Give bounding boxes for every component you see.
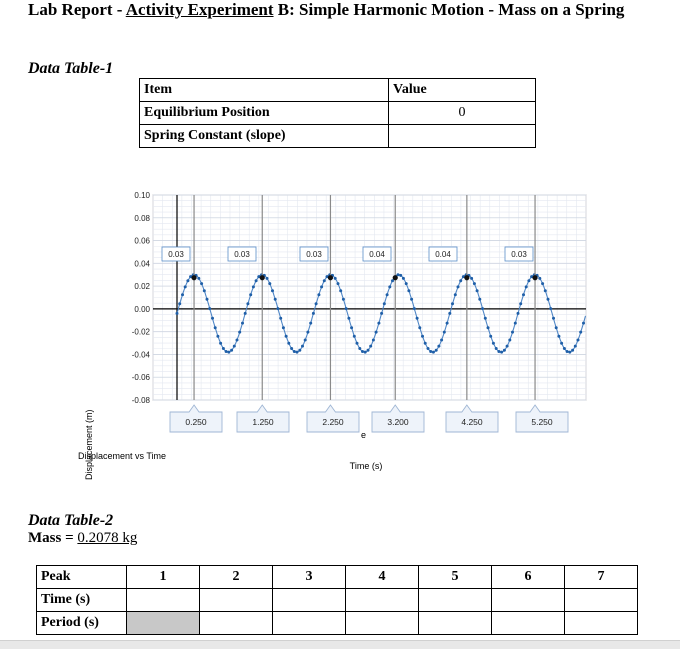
data-point	[266, 277, 269, 280]
data-point	[383, 302, 386, 305]
data-point	[271, 289, 274, 292]
data-point	[246, 302, 249, 305]
data-point	[276, 307, 279, 310]
data-point	[413, 307, 416, 310]
table1-header-item: Item	[140, 79, 389, 102]
y-tick-labels	[132, 191, 151, 405]
peak-marker	[464, 275, 469, 280]
data-point	[287, 342, 290, 345]
data-point	[519, 302, 522, 305]
data-point	[448, 312, 451, 315]
data-point	[225, 350, 228, 353]
y-tick-label: 0.04	[134, 259, 150, 269]
data-point	[421, 335, 424, 338]
data-point	[238, 331, 241, 334]
data-point	[489, 335, 492, 338]
table2-cell[interactable]	[419, 612, 492, 635]
data-point	[369, 345, 372, 348]
table2-cell-shaded	[127, 612, 200, 635]
data-point	[293, 350, 296, 353]
peak-label: 0.03	[168, 250, 184, 259]
data-point	[563, 347, 566, 350]
y-tick-label: -0.04	[131, 350, 150, 360]
data-point	[345, 307, 348, 310]
data-point	[176, 312, 179, 315]
table2-cell[interactable]	[346, 612, 419, 635]
y-tick-label: 0.08	[134, 213, 150, 223]
y-tick-label: 0.10	[134, 191, 150, 200]
data-point	[296, 351, 299, 354]
data-point	[301, 345, 304, 348]
y-tick-label: 0.02	[134, 282, 150, 292]
peak-marker	[393, 275, 398, 280]
data-point	[568, 351, 571, 354]
data-point	[219, 342, 222, 345]
data-point	[203, 289, 206, 292]
data-point	[315, 302, 318, 305]
data-point	[440, 339, 443, 342]
data-point	[367, 349, 370, 352]
chart-grid	[153, 195, 586, 400]
table2-cell[interactable]	[200, 612, 273, 635]
data-point	[484, 317, 487, 320]
data-point	[552, 317, 555, 320]
table1-heading: Data Table-1	[28, 60, 114, 77]
table1-cell-value[interactable]: 0	[389, 102, 536, 125]
data-point	[386, 293, 389, 296]
chart-caption-fragment: e	[361, 430, 367, 440]
data-point	[435, 349, 438, 352]
table1-cell-item: Spring Constant (slope)	[140, 125, 389, 148]
peak-label: 0.03	[511, 250, 527, 259]
data-point	[432, 351, 435, 354]
data-point	[503, 349, 506, 352]
data-point	[547, 298, 550, 301]
data-point	[566, 350, 569, 353]
table2-cell[interactable]	[127, 589, 200, 612]
data-point	[437, 345, 440, 348]
x-axis-label: Time (s)	[349, 461, 383, 471]
data-point	[358, 347, 361, 350]
data-point	[579, 331, 582, 334]
data-point	[244, 312, 247, 315]
data-point	[473, 282, 476, 285]
data-point	[236, 339, 239, 342]
data-point	[541, 282, 544, 285]
data-point	[525, 285, 528, 288]
table2-cell[interactable]	[419, 589, 492, 612]
peak-label: 0.03	[234, 250, 250, 259]
y-tick-label: -0.02	[131, 327, 150, 337]
table2-header-peak-num: 3	[273, 566, 346, 589]
data-point	[508, 339, 511, 342]
data-point	[178, 302, 181, 305]
data-point	[418, 326, 421, 329]
y-tick-label: 0.00	[134, 304, 150, 314]
data-point	[544, 289, 547, 292]
peak-label: 0.04	[369, 250, 385, 259]
table1-cell-item: Equilibrium Position	[140, 102, 389, 125]
data-point	[375, 331, 378, 334]
data-point	[487, 326, 490, 329]
data-point	[197, 277, 200, 280]
data-point	[356, 342, 359, 345]
data-point	[577, 339, 580, 342]
data-point	[347, 317, 350, 320]
table2-header-peak-num: 2	[200, 566, 273, 589]
data-point	[495, 347, 498, 350]
data-point	[268, 282, 271, 285]
time-callout-label: 0.250	[185, 417, 207, 427]
data-point	[538, 277, 541, 280]
data-point	[492, 342, 495, 345]
data-point	[478, 298, 481, 301]
data-point	[274, 298, 277, 301]
data-point	[391, 279, 394, 282]
data-point	[312, 312, 315, 315]
data-point	[252, 285, 255, 288]
data-point	[184, 285, 187, 288]
data-point	[342, 298, 345, 301]
peak-marker	[532, 275, 537, 280]
data-point	[454, 293, 457, 296]
data-point	[522, 293, 525, 296]
table2-cell[interactable]	[273, 589, 346, 612]
y-axis-label: Displacement (m)	[84, 409, 94, 480]
table1-header-value: Value	[389, 79, 536, 102]
data-point	[222, 347, 225, 350]
data-point	[285, 335, 288, 338]
data-point	[233, 345, 236, 348]
peak-marker	[260, 275, 265, 280]
data-point	[306, 331, 309, 334]
data-point	[249, 293, 252, 296]
data-point	[497, 350, 500, 353]
table2-cell[interactable]	[565, 589, 638, 612]
data-point	[186, 279, 189, 282]
data-point	[334, 277, 337, 280]
table2-header-peak-num: 1	[127, 566, 200, 589]
time-callout-label: 2.250	[322, 417, 344, 427]
data-table-2	[36, 565, 638, 635]
displacement-chart	[0, 180, 680, 480]
data-point	[350, 326, 353, 329]
table2-header-peak-num: 4	[346, 566, 419, 589]
data-point	[282, 326, 285, 329]
data-point	[511, 331, 514, 334]
time-callout-label: 1.250	[252, 417, 274, 427]
table2-row-label-period: Period (s)	[37, 612, 127, 635]
table2-cell[interactable]	[346, 589, 419, 612]
table2-heading: Data Table-2	[28, 512, 114, 529]
table2-cell[interactable]	[200, 589, 273, 612]
data-point	[500, 351, 503, 354]
chart-caption: Displacement vs Time	[78, 451, 167, 461]
data-point	[227, 351, 230, 354]
table2-row-label-time: Time (s)	[37, 589, 127, 612]
data-point	[323, 279, 326, 282]
data-point	[208, 307, 211, 310]
data-point	[372, 339, 375, 342]
peak-marker	[191, 275, 196, 280]
data-point	[216, 335, 219, 338]
time-callout-label: 5.250	[531, 417, 553, 427]
data-point	[377, 322, 380, 325]
data-point	[443, 331, 446, 334]
data-point	[353, 335, 356, 338]
data-point	[459, 279, 462, 282]
data-point	[230, 349, 233, 352]
data-point	[457, 285, 460, 288]
data-point	[410, 298, 413, 301]
table2-cell[interactable]	[492, 589, 565, 612]
data-point	[527, 279, 530, 282]
data-point	[214, 326, 217, 329]
data-point	[549, 307, 552, 310]
mass-line: Mass = 0.2078 kg	[28, 530, 138, 546]
table1-cell-value[interactable]	[389, 125, 536, 148]
data-point	[402, 277, 405, 280]
table2-cell[interactable]	[565, 612, 638, 635]
y-tick-label: -0.08	[131, 396, 150, 405]
data-point	[560, 342, 563, 345]
table2-header-peak-num: 5	[419, 566, 492, 589]
data-point	[446, 322, 449, 325]
data-point	[407, 289, 410, 292]
table2-header-peak-num: 6	[492, 566, 565, 589]
data-point	[380, 312, 383, 315]
data-point	[574, 345, 577, 348]
table2-cell[interactable]	[492, 612, 565, 635]
data-point	[429, 350, 432, 353]
table2-cell[interactable]	[273, 612, 346, 635]
data-point	[405, 282, 408, 285]
data-point	[451, 302, 454, 305]
data-point	[309, 322, 312, 325]
data-point	[298, 349, 301, 352]
data-point	[416, 317, 419, 320]
report-title: Lab Report - Activity Experiment B: Simple Harmonic Motion - Mass on a Spring	[28, 0, 625, 19]
data-point	[555, 326, 558, 329]
data-point	[364, 351, 367, 354]
data-point	[424, 342, 427, 345]
data-point	[506, 345, 509, 348]
y-tick-label: 0.06	[134, 236, 150, 246]
data-point	[211, 317, 214, 320]
data-point	[200, 282, 203, 285]
mass-value: 0.2078 kg	[77, 530, 138, 546]
data-point	[517, 312, 520, 315]
data-point	[304, 339, 307, 342]
data-point	[290, 347, 293, 350]
data-point	[388, 285, 391, 288]
time-callout-label: 3.200	[387, 417, 409, 427]
data-point	[337, 282, 340, 285]
data-point	[476, 289, 479, 292]
data-point	[557, 335, 560, 338]
peak-label: 0.04	[435, 250, 451, 259]
data-point	[206, 298, 209, 301]
data-point	[279, 317, 282, 320]
data-point	[514, 322, 517, 325]
data-point	[470, 277, 473, 280]
peak-label: 0.03	[306, 250, 322, 259]
data-point	[361, 350, 364, 353]
data-point	[427, 347, 430, 350]
data-point	[317, 293, 320, 296]
data-point	[241, 322, 244, 325]
data-point	[255, 279, 258, 282]
table2-header-peak-num: 7	[565, 566, 638, 589]
peak-marker	[328, 275, 333, 280]
table2-header-peak: Peak	[37, 566, 127, 589]
data-point	[339, 289, 342, 292]
data-point	[399, 274, 402, 277]
data-table-1	[139, 78, 536, 148]
data-point	[320, 285, 323, 288]
data-point	[571, 349, 574, 352]
data-point	[481, 307, 484, 310]
data-point	[582, 322, 585, 325]
data-point	[181, 293, 184, 296]
time-callout-label: 4.250	[461, 417, 483, 427]
y-tick-label: -0.06	[131, 373, 150, 383]
